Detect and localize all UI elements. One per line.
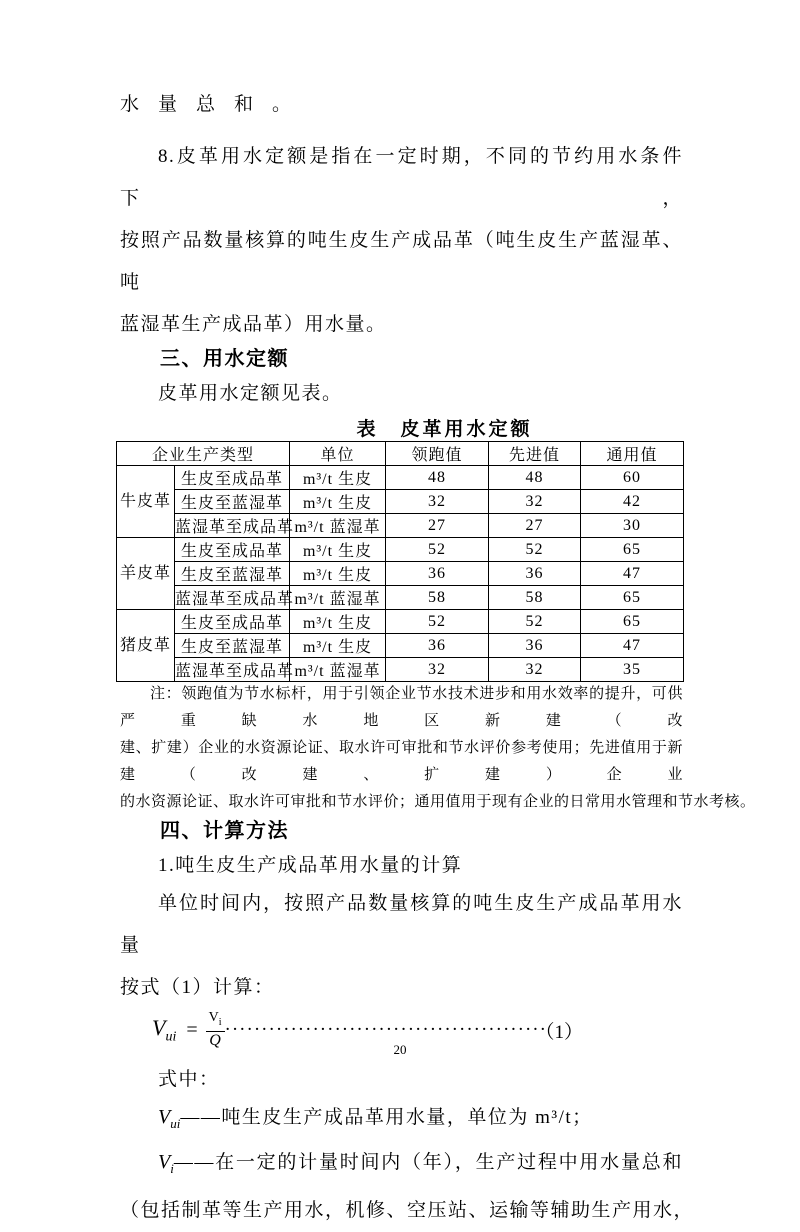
table-row [117,490,684,514]
table-row [117,514,684,538]
where-label: 式中： [158,1069,220,1090]
definition-vui [120,1096,683,1145]
category-cell: 羊皮革 [117,538,175,610]
header-cell-advanced: 先进值 [489,442,581,466]
table-note-line: 建、扩建）企业的水资源论证、取水许可审批和节水评价参考使用；先进值用于新建（改建、扩建）企业 [120,740,683,783]
header-cell-type: 企业生产类型 [117,442,290,466]
paragraph-8-line: 8.皮革用水定额是指在一定时期，不同的节约用水条件下， [120,146,683,209]
paragraph-8-line: 按照产品数量核算的吨生皮生产成品革（吨生皮生产蓝湿革、吨 [120,230,683,293]
process-cell: 生皮至蓝湿革 [175,634,290,658]
header-cell-lead: 领跑值 [386,442,489,466]
fraction-denominator: Q [209,1031,221,1049]
process-cell: 生皮至成品革 [175,610,290,634]
process-cell: 生皮至蓝湿革 [175,562,290,586]
section-4-paragraph-line: 单位时间内，按照产品数量核算的吨生皮生产成品革用水量 [120,893,683,956]
process-cell: 生皮至成品革 [175,466,290,490]
advanced-value-cell: 52 [489,610,581,634]
table-row [117,658,684,682]
advanced-value-cell: 36 [489,634,581,658]
process-cell: 生皮至成品革 [175,538,290,562]
unit-cell: m³/t 蓝湿革 [290,586,386,610]
advanced-value-cell: 32 [489,490,581,514]
definition-vi-line: （包括制革等生产用水，机修、空压站、运输等辅助生产用水， [120,1200,695,1221]
lead-value-cell: 58 [386,586,489,610]
definition-vi-text: ——在一定的计量时间内（年），生产过程中用水量总和 [173,1152,683,1173]
general-value-cell: 42 [581,490,684,514]
general-value-cell: 35 [581,658,684,682]
process-cell: 生皮至蓝湿革 [175,490,290,514]
formula-lhs: $V_{ui}$ [152,1014,177,1045]
table-note [120,681,756,816]
lead-value-cell: 36 [386,562,489,586]
table-note-line: 的水资源论证、取水许可审批和节水评价；通用值用于现有企业的日常用水管理和节水考核。 [120,794,756,810]
table-header-row [117,442,684,466]
table-note-line: 注：领跑值为节水标杆，用于引领企业节水技术进步和用水效率的提升，可供严重缺水地区新建（改 [120,686,683,729]
equation-number: （1） [535,1021,584,1043]
lead-value-cell: 32 [386,490,489,514]
definition-vi [120,1141,695,1232]
symbol-vui: $V_{ui}$ [158,1106,181,1131]
section-3-intro: 皮革用水定额见表。 [158,383,343,404]
table-row [117,562,684,586]
lead-value-cell: 48 [386,466,489,490]
process-cell: 蓝湿革至成品革 [175,586,290,610]
table-caption: 表 皮革用水定额 [356,419,533,440]
lead-value-cell: 52 [386,610,489,634]
unit-cell: m³/t 生皮 [290,562,386,586]
table-row [117,610,684,634]
header-cell-general: 通用值 [581,442,684,466]
unit-cell: m³/t 蓝湿革 [290,514,386,538]
unit-cell: m³/t 生皮 [290,634,386,658]
general-value-cell: 65 [581,610,684,634]
paragraph-8 [120,136,683,346]
advanced-value-cell: 32 [489,658,581,682]
water-quota-table [116,441,684,682]
table-row [117,538,684,562]
definition-vi-line [120,1141,683,1190]
lead-value-cell: 52 [386,538,489,562]
advanced-value-cell: 58 [489,586,581,610]
general-value-cell: 60 [581,466,684,490]
unit-cell: m³/t 生皮 [290,538,386,562]
section-4-paragraph [120,883,683,1009]
category-cell: 猪皮革 [117,610,175,682]
header-cell-unit: 单位 [290,442,386,466]
advanced-value-cell: 27 [489,514,581,538]
advanced-value-cell: 48 [489,466,581,490]
general-value-cell: 65 [581,586,684,610]
section-4-item-1: 1.吨生皮生产成品革用水量的计算 [158,855,463,876]
paragraph-tail: 水量总和。 [120,94,311,115]
section-4-paragraph-line: 按式（1）计算： [120,977,275,998]
category-cell: 牛皮革 [117,466,175,538]
paragraph-8-line: 蓝湿革生产成品革）用水量。 [120,314,387,335]
dot-leader: ············································ [224,1019,547,1040]
unit-cell: m³/t 生皮 [290,466,386,490]
lead-value-cell: 32 [386,658,489,682]
general-value-cell: 65 [581,538,684,562]
page-number: 20 [393,1042,407,1057]
section-4-heading: 四、计算方法 [160,820,289,842]
lead-value-cell: 27 [386,514,489,538]
advanced-value-cell: 52 [489,538,581,562]
advanced-value-cell: 36 [489,562,581,586]
equals-sign: = [186,1018,198,1041]
process-cell: 蓝湿革至成品革 [175,658,290,682]
fraction-numerator: $V_i$ [206,1010,225,1032]
unit-cell: m³/t 蓝湿革 [290,658,386,682]
lead-value-cell: 36 [386,634,489,658]
definition-vui-text: ——吨生皮生产成品革用水量，单位为 m³/t； [180,1107,593,1128]
symbol-vi: $V_i$ [158,1151,174,1176]
general-value-cell: 30 [581,514,684,538]
unit-cell: m³/t 生皮 [290,610,386,634]
table-row [117,586,684,610]
table-row [117,466,684,490]
general-value-cell: 47 [581,562,684,586]
unit-cell: m³/t 生皮 [290,490,386,514]
general-value-cell: 47 [581,634,684,658]
process-cell: 蓝湿革至成品革 [175,514,290,538]
section-3-heading: 三、用水定额 [160,348,289,370]
table-row [117,634,684,658]
